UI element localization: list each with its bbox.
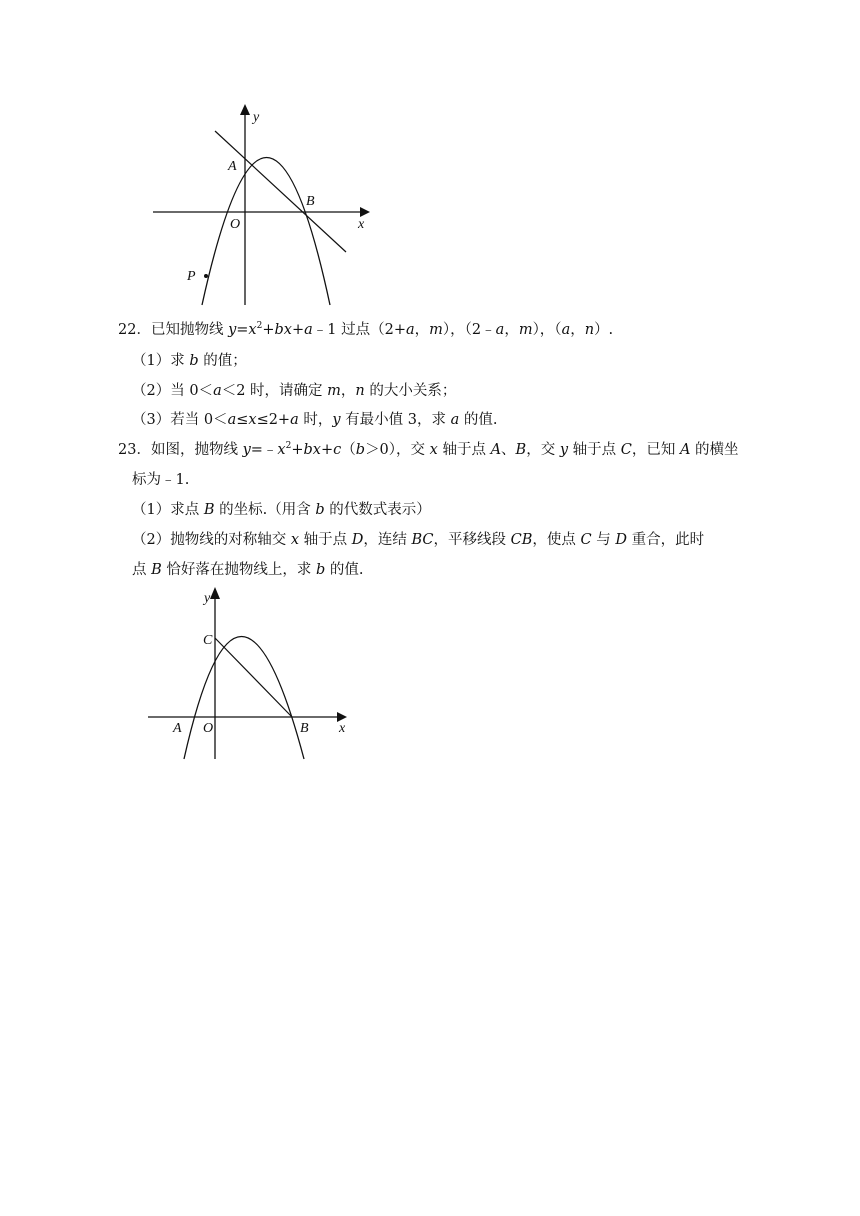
label-C: C: [203, 633, 213, 648]
label-y: y: [204, 591, 211, 606]
q22-part-2: （2）当 0＜a＜2 时，请确定 m，n 的大小关系；: [132, 383, 457, 399]
label-O: O: [203, 721, 214, 736]
label-B: B: [306, 194, 315, 209]
q23-part-2-line-1: （2）抛物线的对称轴交 x 轴于点 D，连结 BC，平移线段 CB，使点 C 与 D 重合，此时: [132, 532, 705, 548]
label-A: A: [173, 721, 182, 736]
q23-stem-line-1: 23．如图，抛物线 $y=﹣x^2+bx+c(b>0)$，交 x 轴于点 A、B，交 y 轴于点 C，已知 A 的横坐: [118, 441, 739, 458]
q22-part-3: （3）若当 0＜a≤x≤2+a 时，y 有最小值 3，求 a 的值.: [132, 412, 498, 428]
q22-part-1: （1）求 b 的值；: [132, 353, 247, 369]
label-y: y: [253, 110, 260, 125]
line-AB: [215, 131, 346, 252]
q22-stem: 22．已知抛物线 $y=x^2+bx+a﹣1$ 过点（2+a，m），（2﹣a，m），（a，n）.: [118, 321, 614, 338]
q23-part-2-line-2: 点 B 恰好落在抛物线上，求 b 的值.: [132, 562, 364, 578]
y-axis-arrow: [240, 104, 250, 115]
parabola-curve: [202, 158, 330, 306]
label-x: x: [339, 721, 346, 736]
q23-part-1: （1）求点 B 的坐标.（用含 b 的代数式表示）: [132, 502, 431, 518]
x-axis-arrow: [360, 207, 370, 217]
label-x: x: [358, 217, 365, 232]
q23-stem-line-2: 标为﹣1.: [132, 472, 190, 488]
point-P: [204, 274, 208, 278]
line-CB: [215, 638, 292, 717]
figure-2-parabola-triangle: [140, 584, 360, 764]
label-O: O: [230, 217, 241, 232]
y-axis-arrow: [210, 587, 220, 599]
label-B: B: [300, 721, 309, 736]
parabola-curve: [184, 637, 304, 760]
label-P: P: [187, 269, 196, 284]
figure-1-parabola-line: [140, 100, 380, 310]
label-A: A: [228, 159, 237, 174]
